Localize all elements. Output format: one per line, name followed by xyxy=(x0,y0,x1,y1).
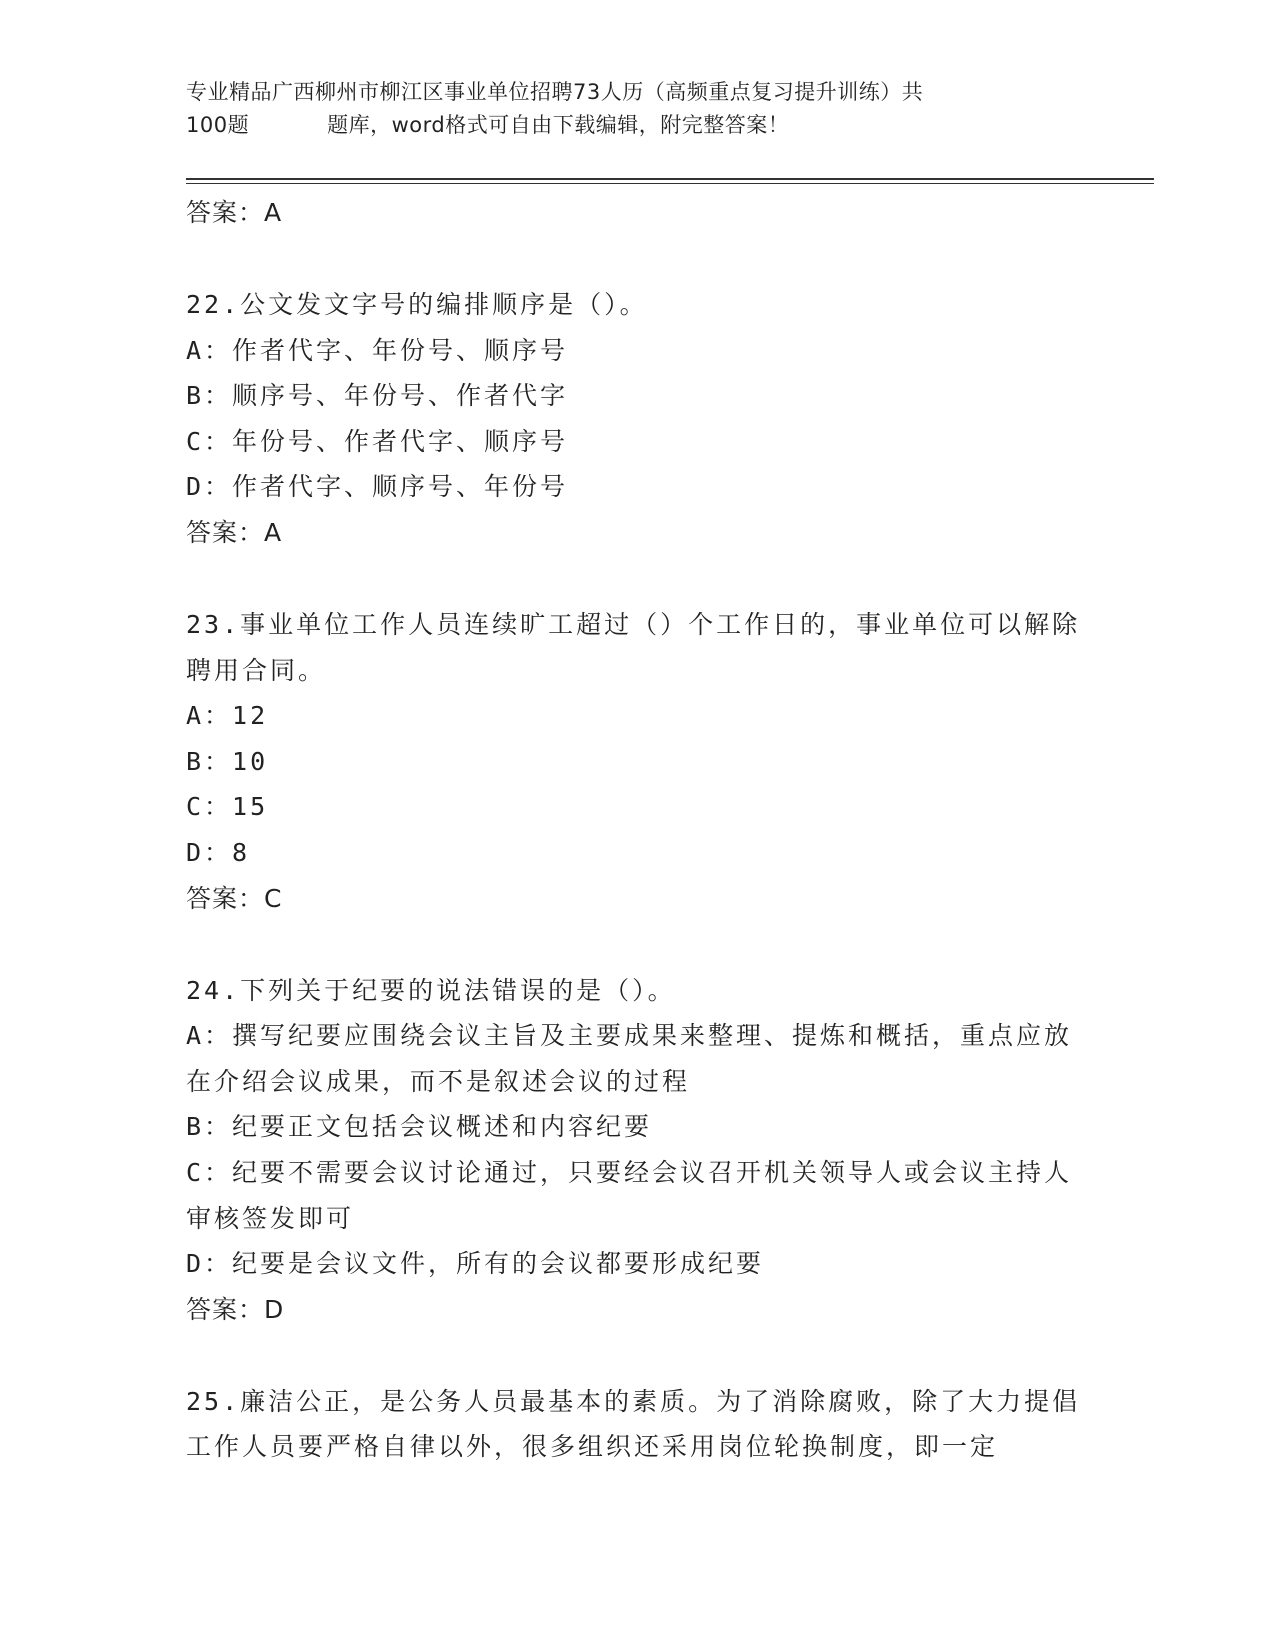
option-c: C：15 xyxy=(186,792,269,822)
question-25 xyxy=(186,1379,1086,1470)
option-d: D：8 xyxy=(186,837,251,867)
header-rule-thick xyxy=(186,178,1154,180)
question-text: 25.廉洁公正，是公务人员最基本的素质。为了消除腐败，除了大力提倡工作人员要严格自律以外，很多组织还采用岗位轮换制度，即一定 xyxy=(186,1386,1081,1462)
option-a: A：作者代字、年份号、顺序号 xyxy=(186,335,569,365)
option-b: B：10 xyxy=(186,746,269,776)
answer: 答案：C xyxy=(186,883,283,913)
option-d: D：作者代字、顺序号、年份号 xyxy=(186,472,569,502)
option-b: B：顺序号、年份号、作者代字 xyxy=(186,381,569,411)
option-a: A：12 xyxy=(186,701,269,731)
question-22 xyxy=(186,282,1086,556)
option-d: D：纪要是会议文件，所有的会议都要形成纪要 xyxy=(186,1249,765,1279)
header-subtitle: 题库，word格式可自由下载编辑，附完整答案！ xyxy=(327,113,790,137)
document-header xyxy=(186,76,1086,142)
header-question-count: 100题 xyxy=(186,113,250,137)
option-c: C：纪要不需要会议讨论通过，只要经会议召开机关领导人或会议主持人审核签发即可 xyxy=(186,1157,1073,1233)
header-rule-thin xyxy=(186,183,1154,184)
option-c: C：年份号、作者代字、顺序号 xyxy=(186,426,569,456)
answer-previous: 答案：A xyxy=(186,198,283,227)
answer: 答案：A xyxy=(186,517,283,547)
question-text: 23.事业单位工作人员连续旷工超过（）个工作日的，事业单位可以解除聘用合同。 xyxy=(186,609,1081,685)
question-text: 22.公文发文字号的编排顺序是（）。 xyxy=(186,290,648,319)
option-a: A：撰写纪要应围绕会议主旨及主要成果来整理、提炼和概括，重点应放在介绍会议成果，而不是叙述会议的过程 xyxy=(186,1021,1073,1096)
option-b: B：纪要正文包括会议概述和内容纪要 xyxy=(186,1112,653,1142)
question-text: 24.下列关于纪要的说法错误的是（）。 xyxy=(186,975,676,1005)
question-23 xyxy=(186,602,1086,922)
header-title-line2 xyxy=(186,109,1086,142)
question-24 xyxy=(186,968,1086,1333)
header-title-line1: 专业精品广西柳州市柳江区事业单位招聘73人历（高频重点复习提升训练）共 xyxy=(186,80,924,104)
answer: 答案：D xyxy=(186,1294,285,1324)
document-body xyxy=(186,190,1086,1470)
